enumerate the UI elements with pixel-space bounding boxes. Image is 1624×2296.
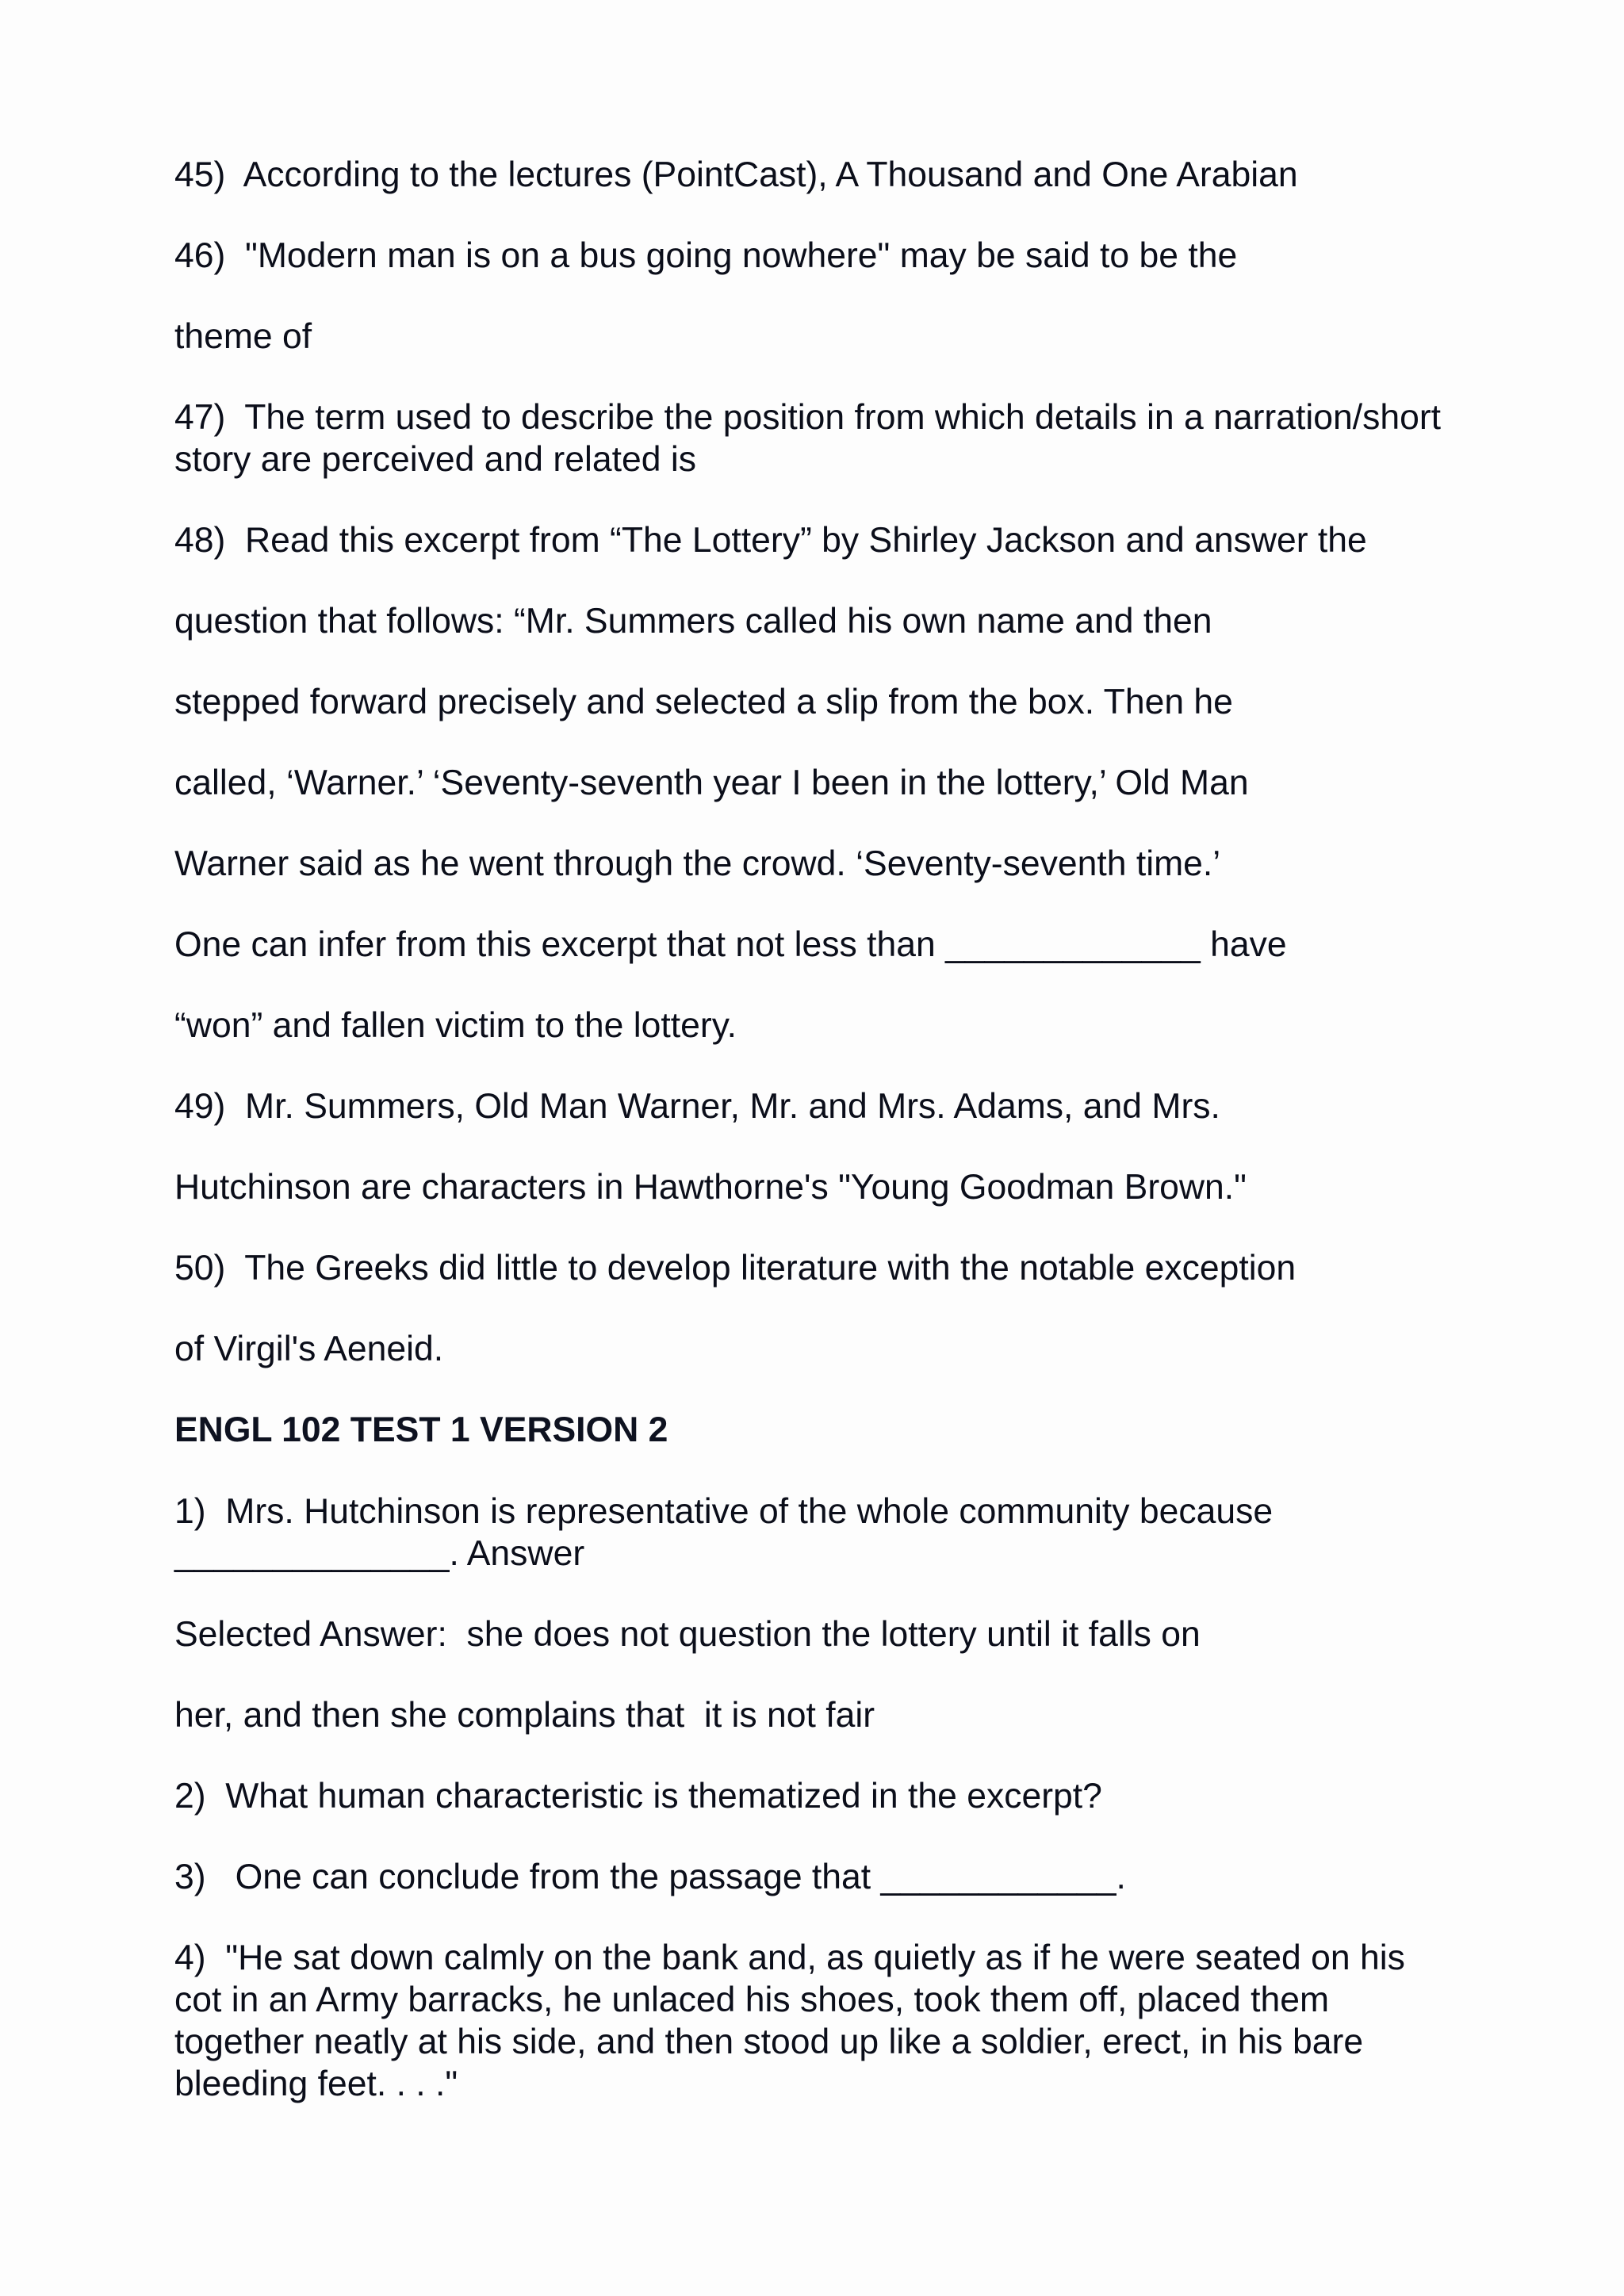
v2-question-1-line-1: 1) Mrs. Hutchinson is representative of the whole community because bbox=[174, 1492, 1274, 1531]
question-49-line-2: Hutchinson are characters in Hawthorne's "Young Goodman Brown." bbox=[174, 1168, 1247, 1207]
v2-question-2: 2) What human characteristic is thematized in the excerpt? bbox=[174, 1777, 1102, 1816]
question-48-line-6: One can infer from this excerpt that not less than _____________ have bbox=[174, 925, 1287, 964]
question-48-line-5: Warner said as he went through the crowd. ‘Seventy-seventh time.’ bbox=[174, 844, 1221, 883]
section-heading: ENGL 102 TEST 1 VERSION 2 bbox=[174, 1410, 668, 1449]
v2-question-1-line-2: ______________. Answer bbox=[174, 1534, 585, 1573]
v2-question-4-line-3: together neatly at his side, and then stood up like a soldier, erect, in his bare bbox=[174, 2022, 1364, 2061]
question-46-line-2: theme of bbox=[174, 317, 312, 356]
selected-answer-line-1: Selected Answer: she does not question the lottery until it falls on bbox=[174, 1615, 1201, 1654]
question-48-line-2: question that follows: “Mr. Summers called his own name and then bbox=[174, 602, 1212, 641]
question-48-line-1: 48) Read this excerpt from “The Lottery” by Shirley Jackson and answer the bbox=[174, 521, 1367, 560]
v2-question-4-line-2: cot in an Army barracks, he unlaced his shoes, took them off, placed them bbox=[174, 1980, 1330, 2019]
v2-question-4-line-1: 4) "He sat down calmly on the bank and, as quietly as if he were seated on his bbox=[174, 1938, 1405, 1977]
selected-answer-line-2: her, and then she complains that it is not fair bbox=[174, 1696, 875, 1735]
question-46-line-1: 46) "Modern man is on a bus going nowhere" may be said to be the bbox=[174, 236, 1238, 275]
v2-question-3: 3) One can conclude from the passage that ____________. bbox=[174, 1858, 1126, 1896]
question-49-line-1: 49) Mr. Summers, Old Man Warner, Mr. and Mrs. Adams, and Mrs. bbox=[174, 1087, 1220, 1126]
question-48-line-3: stepped forward precisely and selected a slip from the box. Then he bbox=[174, 683, 1233, 721]
question-48-line-7: “won” and fallen victim to the lottery. bbox=[174, 1006, 737, 1045]
question-47-line-2: story are perceived and related is bbox=[174, 440, 696, 479]
v2-question-4-line-4: bleeding feet. . . ." bbox=[174, 2064, 458, 2103]
question-50-line-2: of Virgil's Aeneid. bbox=[174, 1330, 444, 1368]
question-48-line-4: called, ‘Warner.’ ‘Seventy-seventh year I been in the lottery,’ Old Man bbox=[174, 763, 1249, 802]
question-50-line-1: 50) The Greeks did little to develop literature with the notable exception bbox=[174, 1249, 1297, 1288]
question-45: 45) According to the lectures (PointCast), A Thousand and One Arabian bbox=[174, 155, 1298, 194]
question-47-line-1: 47) The term used to describe the position from which details in a narration/short bbox=[174, 398, 1442, 437]
